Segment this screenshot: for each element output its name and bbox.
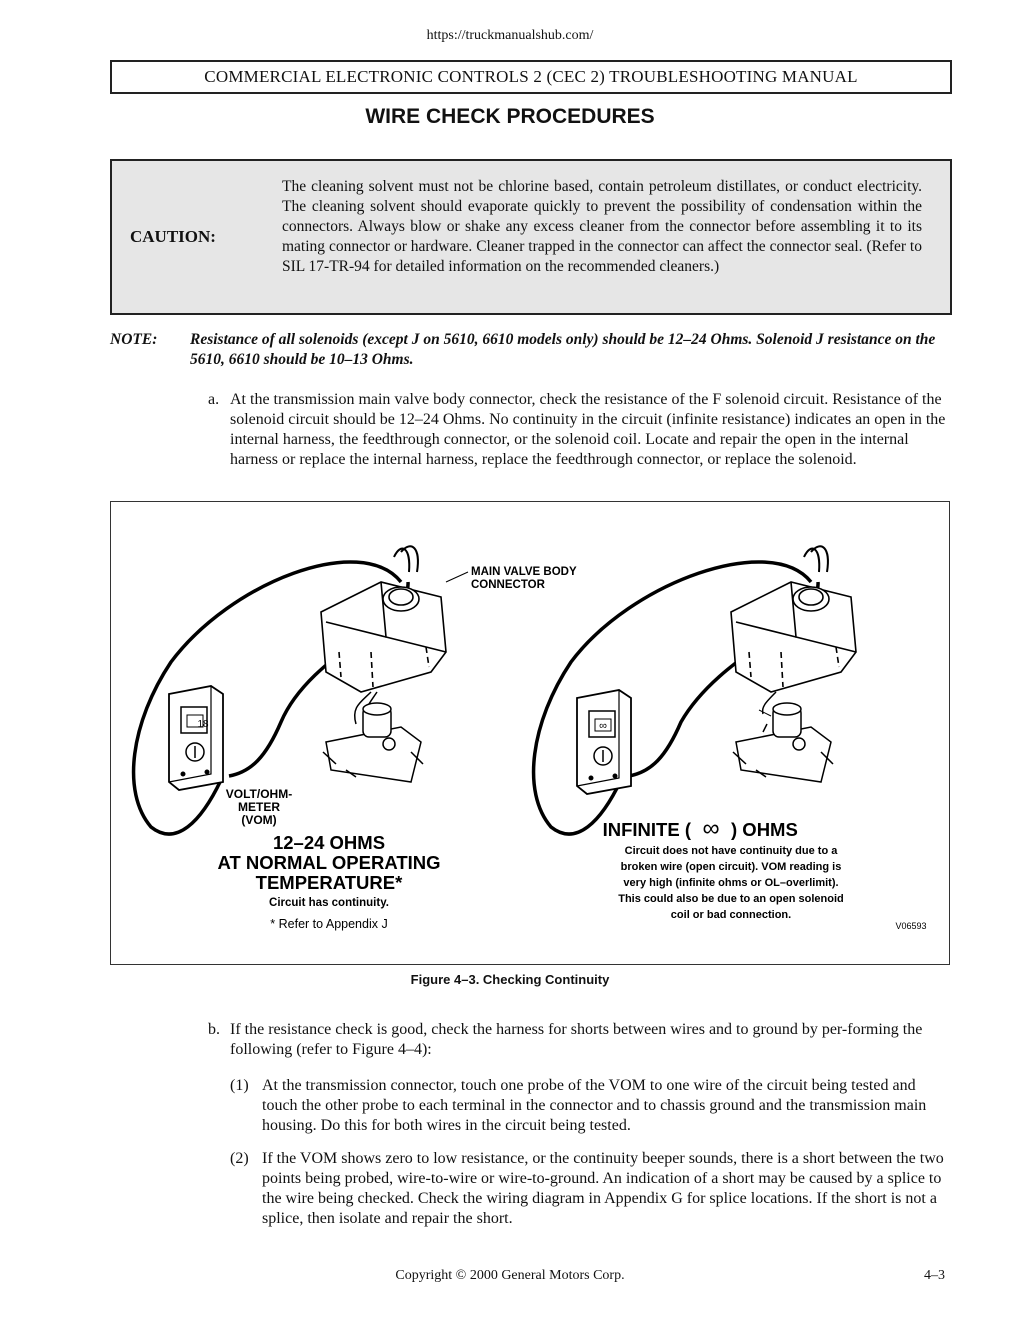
connector-label-2: CONNECTOR xyxy=(471,579,545,591)
svg-text:∞: ∞ xyxy=(599,720,607,732)
meter-reading: 18 xyxy=(197,719,209,730)
substep-2-num: (2) xyxy=(230,1150,249,1167)
step-a-text: At the transmission main valve body connector, check the resistance of the F solenoid circuit. Resistance of the solenoid circuit should be 12–24 Ohms. No continuity in the circuit (infinite resistance) indicates an open in the internal harness, the feedthrough connector, or the solenoid coil. Locate and repair the open in the internal harness or replace the internal harness, replace the feedthrough connector, or replace the solenoid. xyxy=(230,391,946,468)
left-heading-3: TEMPERATURE* xyxy=(255,872,403,893)
step-a-letter: a. xyxy=(208,391,220,408)
infinity-symbol: ∞ xyxy=(702,815,720,842)
substep-1 xyxy=(230,1076,948,1136)
left-solenoid-assembly xyxy=(323,692,423,782)
left-heading-2: AT NORMAL OPERATING xyxy=(217,852,441,873)
right-diagram xyxy=(534,546,856,834)
vom-label-3: (VOM) xyxy=(241,813,277,827)
connector-label-1: MAIN VALVE BODY xyxy=(471,566,577,578)
right-heading-pre: INFINITE ( xyxy=(602,819,691,840)
right-desc-4: This could also be due to an open solenoid xyxy=(618,893,844,905)
source-url[interactable]: https://truckmanualshub.com/ xyxy=(426,28,594,43)
left-sub: Circuit has continuity. xyxy=(269,897,389,909)
step-b-text: If the resistance check is good, check the harness for shorts between wires and to ground by per-forming the following (refer to Figure 4–4): xyxy=(230,1021,923,1058)
substep-2 xyxy=(230,1149,948,1229)
step-b xyxy=(208,1020,948,1060)
figure-caption: Figure 4–3. Checking Continuity xyxy=(410,972,610,987)
step-a xyxy=(208,390,948,470)
left-valve-body-connector xyxy=(321,582,446,692)
note-label: NOTE: xyxy=(110,331,158,348)
caution-label: CAUTION: xyxy=(130,227,216,246)
substep-2-text: If the VOM shows zero to low resistance, or the continuity beeper sounds, there is a short between the two points being probed, wire-to-wire or wire-to-ground. An indication of a short may be caused by a splice to the wire being checked. Check the wiring diagram in Appendix G for splice locations. If the short is not a splice, then isolate and repair the short. xyxy=(262,1150,944,1227)
copyright: Copyright © 2000 General Motors Corp. xyxy=(395,1268,625,1283)
vom-label-1: VOLT/OHM- xyxy=(225,787,293,801)
caution-box xyxy=(110,159,952,315)
right-desc-1: Circuit does not have continuity due to a xyxy=(624,845,838,857)
right-solenoid-assembly xyxy=(733,692,833,782)
right-valve-body-connector xyxy=(731,582,856,692)
figure-code: V06593 xyxy=(895,921,927,931)
substep-1-text: At the transmission connector, touch one probe of the VOM to one wire of the circuit being tested and touch the other probe to each terminal in the connector and to chassis ground and the transmission main housing. Do this for both wires in the circuit being tested. xyxy=(262,1077,927,1134)
right-vom-meter xyxy=(577,690,631,794)
manual-title: COMMERCIAL ELECTRONIC CONTROLS 2 (CEC 2) TROUBLESHOOTING MANUAL xyxy=(204,67,858,86)
figure-continuity xyxy=(110,501,950,965)
right-heading-post: ) OHMS xyxy=(731,819,798,840)
right-desc-5: coil or bad connection. xyxy=(670,909,792,921)
section-title: WIRE CHECK PROCEDURES xyxy=(365,105,655,128)
caution-text: The cleaning solvent must not be chlorine based, contain petroleum distillates, or conduct electricity. The cleaning solvent should evaporate quickly to prevent the possibility of condensation within the connectors. Always blow or shake any excess cleaner from the connector before assembling it to its mating connector or hardware. Cleaner trapped in the connector can affect the connector seal. (Refer to SIL 17-TR-94 for detailed information on the recommended cleaners.) xyxy=(282,178,922,275)
manual-title-box xyxy=(110,60,952,94)
vom-label-2: METER xyxy=(238,800,280,814)
left-vom-meter xyxy=(169,686,223,790)
page-number: 4–3 xyxy=(924,1268,945,1283)
step-b-letter: b. xyxy=(208,1021,220,1038)
left-heading-1: 12–24 OHMS xyxy=(272,832,386,853)
left-footnote: * Refer to Appendix J xyxy=(270,917,388,931)
right-desc-2: broken wire (open circuit). VOM reading is xyxy=(620,861,842,873)
substep-1-num: (1) xyxy=(230,1077,249,1094)
right-desc-3: very high (infinite ohms or OL–overlimit). xyxy=(623,877,839,889)
note-text: Resistance of all solenoids (except J on 5610, 6610 models only) should be 12–24 Ohms. Solenoid J resistance on the 5610, 6610 should be 10–13 Ohms. xyxy=(190,331,936,368)
figure-illustration xyxy=(111,502,949,964)
